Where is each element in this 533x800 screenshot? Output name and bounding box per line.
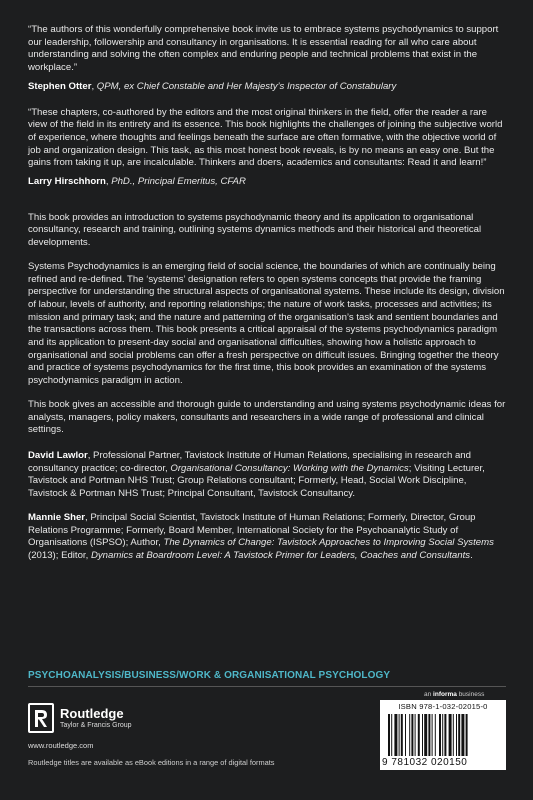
endorser-name: Stephen Otter [28, 80, 92, 92]
isbn-label: ISBN 978-1-032-02015-0 [398, 702, 488, 711]
endorsement-attribution: Larry Hirschhorn, PhD., Principal Emeritus, CFAR [28, 176, 246, 188]
author-bio: David Lawlor, Professional Partner, Tavistock Institute of Human Relations, specialising in research and consultancy practice; co-director, Organisational Consultancy: Working with the Dynamics; Visiting Lecturer, Tavistock and Portman NHS Trust; Group Relations consultant; Formerly, Head, Social Work Discipline, Tavistock & Portman NHS Trust; Principal Consultant, Tavistock Consultancy. [28, 449, 485, 500]
publisher-logo [28, 703, 132, 733]
description-paragraph: This book gives an accessible and thorough guide to understanding and using systems psychodynamic ideas for analysts, managers, policy makers, consultants and researchers in a wide range of professional and clinical settings. [28, 398, 506, 436]
routledge-logo-icon [28, 703, 54, 733]
publisher-group: Taylor & Francis Group [60, 721, 132, 729]
isbn-barcode [380, 700, 506, 770]
endorser-name: Larry Hirschhorn [28, 176, 106, 188]
endorser-role: PhD., Principal Emeritus, CFAR [111, 176, 246, 188]
barcode-icon [386, 714, 500, 756]
divider [28, 686, 506, 687]
endorsement-quote: “The authors of this wonderfully comprehensive book invite us to embrace systems psychodynamics to support our leadership, followership and consultancy in organisations. It is essential reading for all who care about understanding and solving the often complex and enduring people and technical problems that exist in the workplace.” [28, 24, 499, 74]
author-name: David Lawlor [28, 449, 88, 461]
endorsement-attribution: Stephen Otter, QPM, ex Chief Constable and Her Majesty’s Inspector of Constabulary [28, 80, 397, 92]
author-bio: Mannie Sher, Principal Social Scientist, Tavistock Institute of Human Relations; Formerly, Director, Group Relations Programme; Formerly, Board Member, International Society for the Psychoanalytic Study of Organisations (ISPSO); Author, The Dynamics of Change: Tavistock Approaches to Improving Social Systems (2013); Editor, Dynamics at Boardroom Level: A Tavistock Primer for Leaders, Coaches and Consultants. [28, 511, 494, 561]
publisher-name: Routledge [60, 705, 124, 721]
endorser-role: QPM, ex Chief Constable and Her Majesty’s Inspector of Constabulary [96, 80, 397, 92]
subject-category: PSYCHOANALYSIS/BUSINESS/WORK & ORGANISATIONAL PSYCHOLOGY [28, 670, 391, 681]
ebook-note: Routledge titles are available as eBook editions in a range of digital formats [28, 758, 275, 767]
informa-business-label: an informa business [424, 691, 485, 698]
back-cover-text [28, 24, 508, 574]
description-paragraph: Systems Psychodynamics is an emerging field of social science, the boundaries of which are continually being refined and re-defined. The ‘systems’ designation refers to open systems concepts that provide the framing perspective for understanding the structural aspects of organisational systems. These include its design, division of labour, levels of authority, and reporting relationships; the nature of work tasks, processes and activities; its mission and primary task; and the nature and patterning of the organisation’s task and sentient boundaries and the transactions across them. This book presents a critical appraisal of the systems psychodynamics paradigm and its application to present-day social and organisational difficulties, showing how a holistic approach to organisational and social problems can offer a fresh perspective on difficult issues. Bringing together the theory and practice of systems psychodynamics for the first time, this book provides an examination of the systems psychodynamics paradigm in action. [28, 260, 505, 387]
barcode-digits: 9 781032 020150 [382, 757, 468, 768]
publisher-website: www.routledge.com [28, 741, 94, 750]
description-paragraph: This book provides an introduction to systems psychodynamic theory and its application to organisational consultancy, research and training, outlining systems dynamics methods and their historical and theoretical developments. [28, 211, 482, 249]
endorsement-quote: “These chapters, co-authored by the editors and the most original thinkers in the field, offer the reader a rare view of the field in its entirety and its essence. This book highlights the challenges of joining the subjective world of experience, where thoughts and feelings beneath the surface are often formative, with the objective world of job and organization design. This task, as this most honest book reveals, is by no means an easy one. But the gains from taking it up, are incalculable. Thinkers and doers, academics and consultants: Read it and learn!” [28, 106, 503, 169]
author-name: Mannie Sher [28, 511, 86, 523]
